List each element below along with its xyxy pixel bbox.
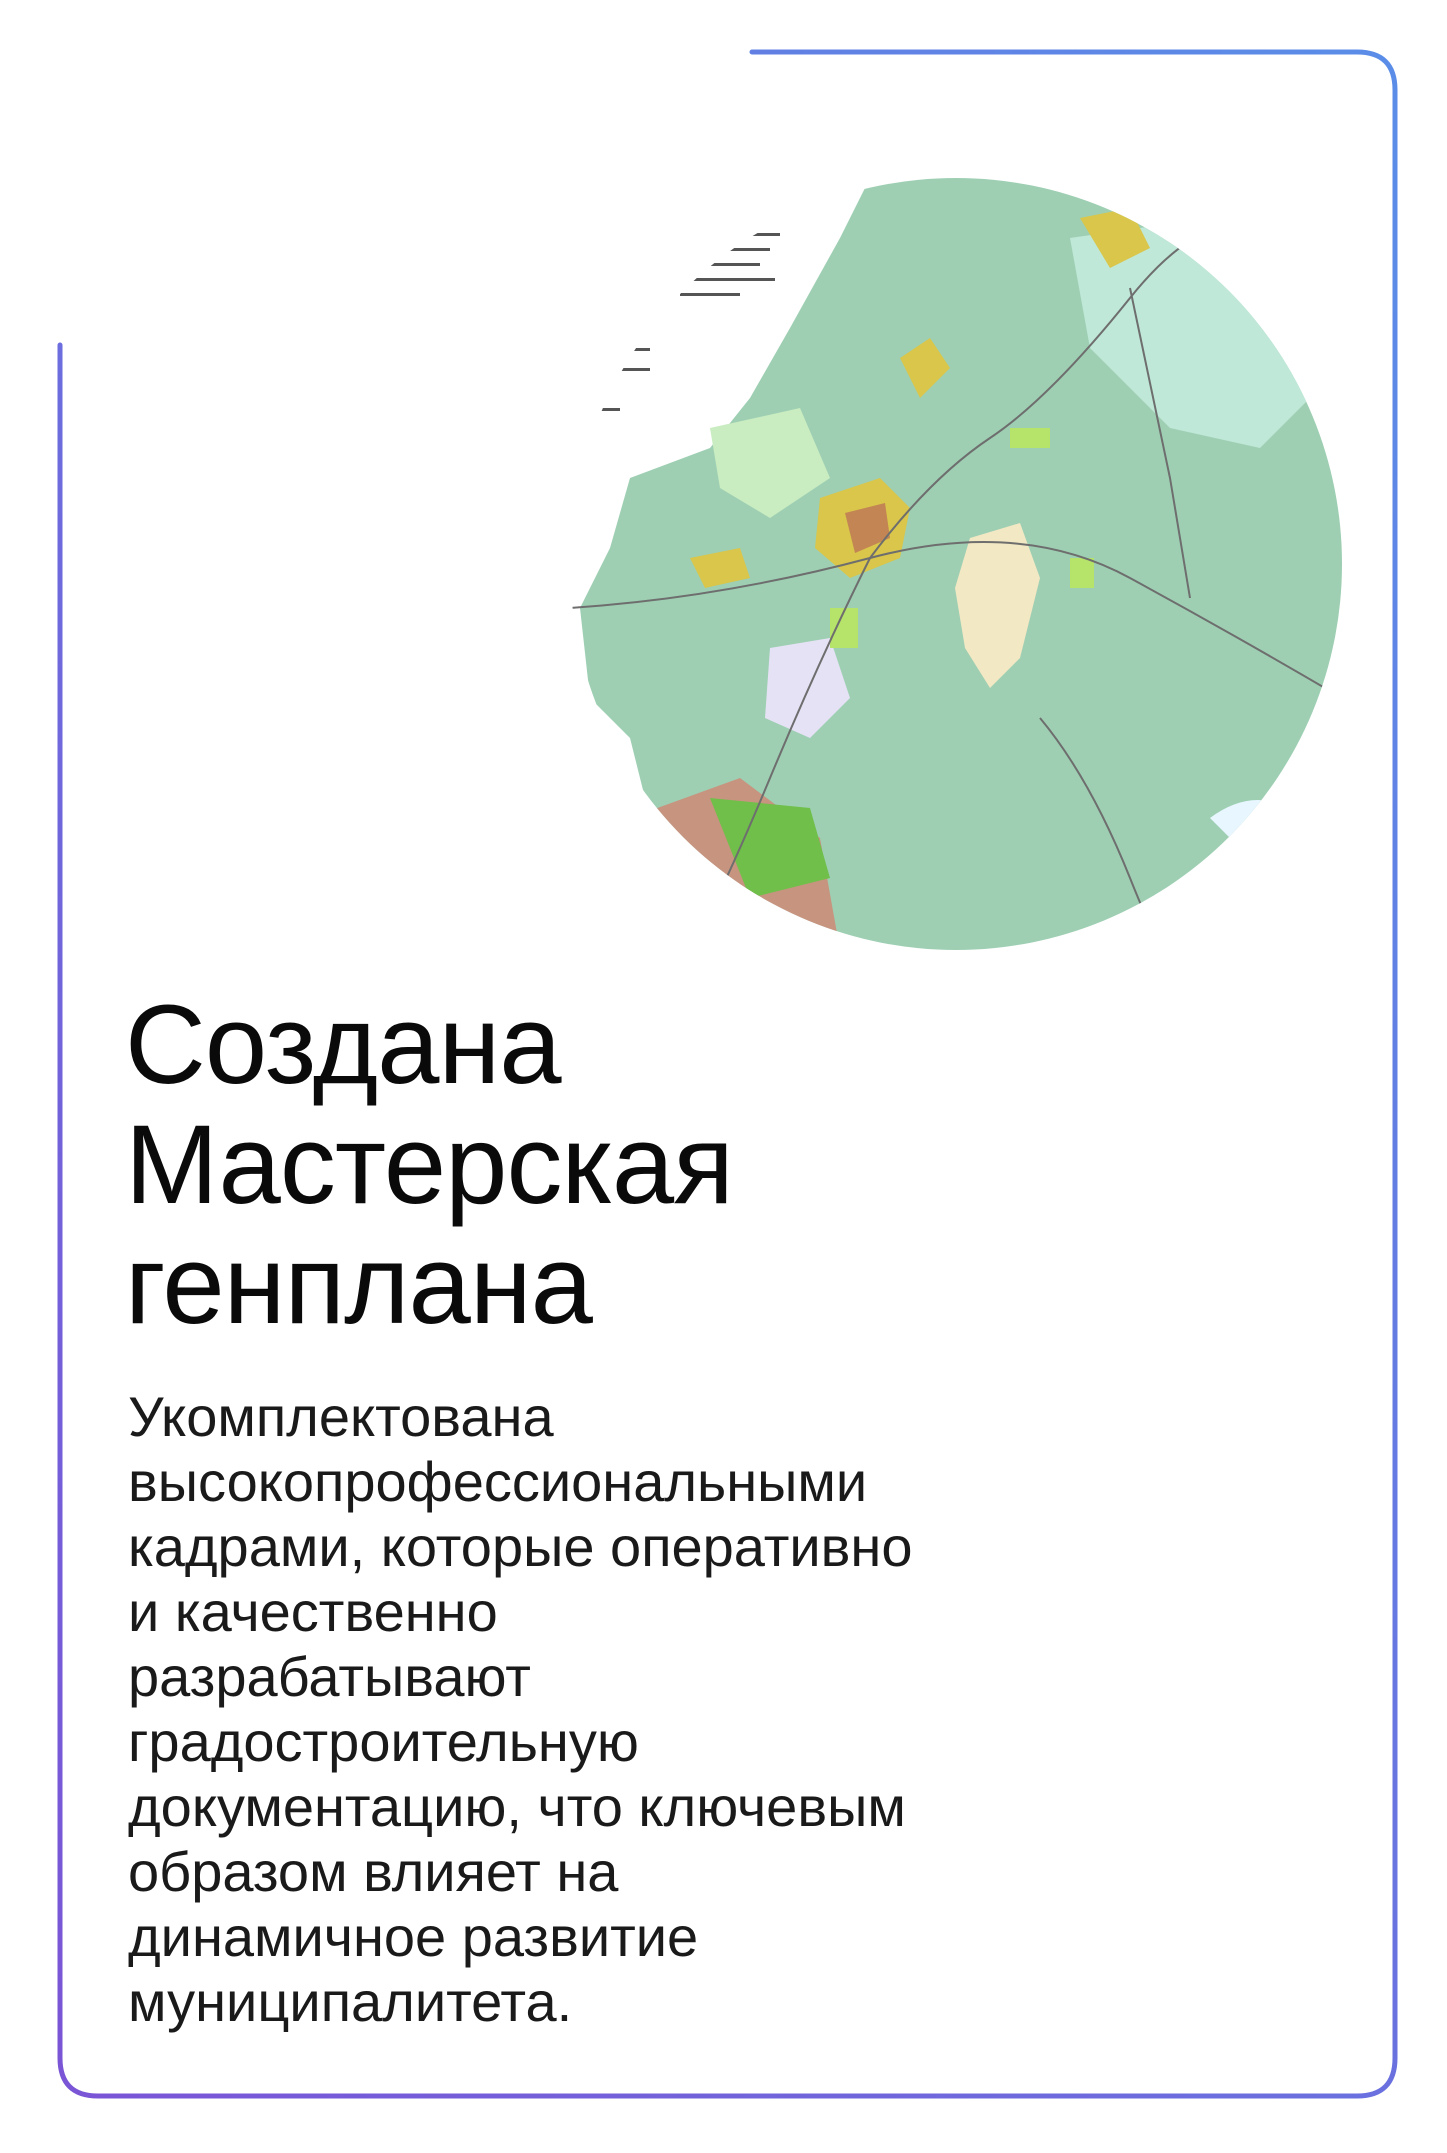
text-line: градостроительную [128, 1710, 639, 1773]
text-line: динамичное развитие [128, 1905, 699, 1968]
title-line: генплана [125, 1222, 592, 1347]
text-line: муниципалитета. [128, 1970, 573, 2033]
title-line: Создана [125, 982, 561, 1107]
page-title [125, 982, 1225, 1347]
text-line: и качественно [128, 1580, 498, 1643]
title-line: Мастерская [125, 1102, 733, 1227]
map-image [570, 178, 1342, 950]
text-line: образом влияет на [128, 1840, 619, 1903]
text-line: кадрами, которые оперативно [128, 1515, 913, 1578]
description-text [128, 1384, 1228, 2034]
text-line: документацию, что ключевым [128, 1775, 906, 1838]
text-line: разрабатывают [128, 1645, 531, 1708]
text-line: Укомплектована [128, 1385, 554, 1448]
text-line: высокопрофессиональными [128, 1450, 868, 1513]
